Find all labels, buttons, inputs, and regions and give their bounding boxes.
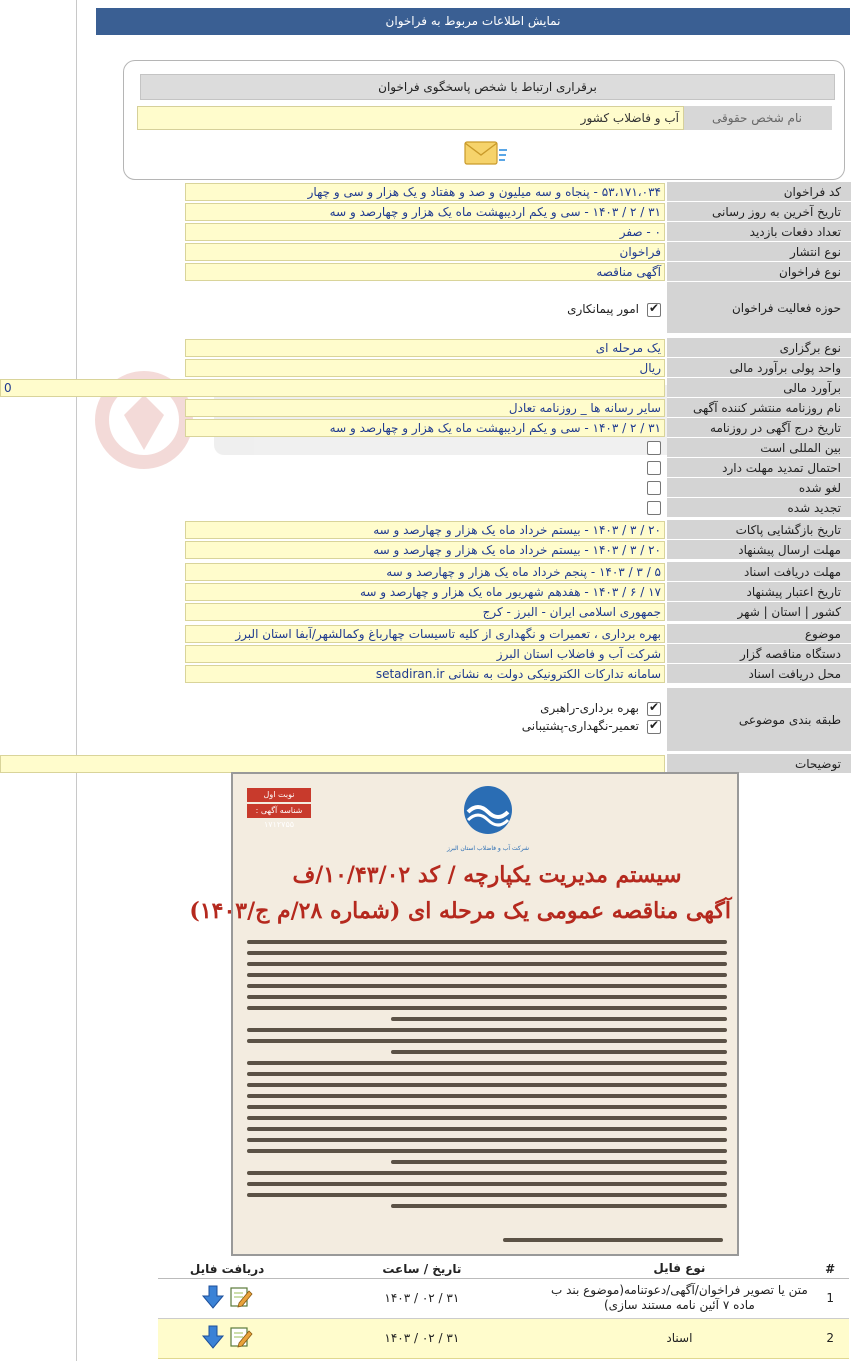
- publish-type-value: فراخوان: [185, 243, 665, 261]
- estimate-value: 0: [0, 379, 665, 397]
- submit-deadline-label: مهلت ارسال پیشنهاد: [667, 540, 851, 560]
- row-last-update: [76, 202, 851, 222]
- currency-label: واحد پولی برآورد مالی: [667, 358, 851, 378]
- organizer-value: شرکت آب و فاضلاب استان البرز: [185, 645, 665, 663]
- row-subject: [76, 624, 851, 644]
- row-extension: [76, 458, 851, 478]
- newspaper-label: نام روزنامه منتشر کننده آگهی: [667, 398, 851, 418]
- call-type-value: آگهی مناقصه: [185, 263, 665, 281]
- row-submit-deadline: [76, 540, 851, 560]
- row-location: [76, 602, 851, 622]
- last-update-label: تاریخ آخرین به روز رسانی: [667, 202, 851, 222]
- contact-title: برقراری ارتباط با شخص پاسخگوی فراخوان: [140, 74, 835, 100]
- renewed-label: تجدید شده: [667, 498, 851, 518]
- download-arrow-icon[interactable]: [201, 1324, 225, 1353]
- edit-pencil-icon[interactable]: [229, 1325, 253, 1352]
- notice-round-badge: نوبت اول: [247, 788, 311, 802]
- location-label: کشور | استان | شهر: [667, 602, 851, 622]
- validity-value: ۱۷ / ۶ / ۱۴۰۳ - هفدهم شهریور ماه یک هزار و چهارصد و سه: [185, 583, 665, 601]
- col-download: دریافت فایل: [158, 1260, 296, 1278]
- legal-person-value: آب و فاضلاب کشور: [137, 106, 684, 130]
- notice-body-text: [247, 940, 727, 1215]
- validity-label: تاریخ اعتبار پیشنهاد: [667, 582, 851, 602]
- notice-title-line1: سیستم مدیریت یکپارچه / کد ۱۰/۴۳/۰۲/ف: [292, 862, 682, 888]
- location-value: جمهوری اسلامی ایران - البرز - کرج: [185, 603, 665, 621]
- organizer-label: دستگاه مناقصه گزار: [667, 644, 851, 664]
- row-news-date: [76, 418, 851, 438]
- subject-label: موضوع: [667, 624, 851, 644]
- contact-panel: [123, 60, 845, 180]
- row-newspaper: [76, 398, 851, 418]
- holding-value: یک مرحله ای: [185, 339, 665, 357]
- logo-caption: شرکت آب و فاضلاب استان البرز: [446, 845, 530, 852]
- doc-deadline-value: ۵ / ۳ / ۱۴۰۳ - پنجم خرداد ماه یک هزار و چهارصد و سه: [185, 563, 665, 581]
- opening-value: ۲۰ / ۳ / ۱۴۰۳ - بیستم خرداد ماه یک هزار و چهارصد و سه: [185, 521, 665, 539]
- row-visits: [76, 222, 851, 242]
- publish-type-label: نوع انتشار: [667, 242, 851, 262]
- activity-checkbox[interactable]: [647, 303, 661, 317]
- doc-place-value: سامانه تدارکات الکترونیکی دولت به نشانی setadiran.ir: [185, 665, 665, 683]
- category-checkbox-maintenance[interactable]: [647, 720, 661, 734]
- code-value: ۵۳،۱۷۱،۰۳۴ - پنجاه و سه میلیون و صد و هفتاد و یک هزار و سی و چهار: [185, 183, 665, 201]
- opening-label: تاریخ بازگشایی پاکات: [667, 520, 851, 540]
- description-value: [0, 755, 665, 773]
- edit-pencil-icon[interactable]: [229, 1285, 253, 1312]
- tender-notice-image: [189, 772, 739, 1256]
- file-download-cell: [158, 1318, 296, 1358]
- row-holding: [76, 338, 851, 358]
- currency-value: ریال: [185, 359, 665, 377]
- subject-value: بهره برداری ، تعمیرات و نگهداری از کلیه تاسیسات چهارباغ وکمالشهر/آبفا استان البرز: [185, 625, 665, 643]
- col-date: تاریخ / ساعت: [296, 1260, 547, 1278]
- notice-id-badge: شناسه آگهی : ۱۷۱۲۷۵۵: [247, 804, 311, 818]
- row-description: [76, 754, 851, 774]
- row-organizer: [76, 644, 851, 664]
- international-checkbox[interactable]: [647, 441, 661, 455]
- holding-label: نوع برگزاری: [667, 338, 851, 358]
- file-date: ۱۴۰۳ / ۰۲ / ۳۱: [296, 1318, 547, 1358]
- cancelled-checkbox[interactable]: [647, 481, 661, 495]
- row-call-type: [76, 262, 851, 282]
- download-arrow-icon[interactable]: [201, 1284, 225, 1313]
- files-table-header: [158, 1260, 849, 1278]
- col-num: #: [811, 1260, 849, 1278]
- doc-place-label: محل دریافت اسناد: [667, 664, 851, 684]
- news-date-value: ۳۱ / ۲ / ۱۴۰۳ - سی و یکم اردیبهشت ماه یک هزار و چهارصد و سه: [185, 419, 665, 437]
- notice-title-line2: آگهی مناقصه عمومی یک مرحله ای (شماره ۲۸/م ج/۱۴۰۳): [189, 898, 731, 924]
- row-validity: [76, 582, 851, 602]
- category-option-operation: بهره برداری-راهبری: [540, 701, 639, 715]
- files-table: [158, 1260, 849, 1359]
- row-publish-type: [76, 242, 851, 262]
- file-num: 1: [811, 1278, 849, 1318]
- table-row: [158, 1278, 849, 1318]
- visits-value: ۰ - صفر: [185, 223, 665, 241]
- extension-label: احتمال تمدید مهلت دارد: [667, 458, 851, 478]
- row-category: [76, 688, 851, 752]
- row-doc-place: [76, 664, 851, 684]
- col-type: نوع فایل: [547, 1260, 811, 1278]
- call-type-label: نوع فراخوان: [667, 262, 851, 282]
- news-date-label: تاریخ درج آگهی در روزنامه: [667, 418, 851, 438]
- file-download-cell: [158, 1278, 296, 1318]
- submit-deadline-value: ۲۰ / ۳ / ۱۴۰۳ - بیستم خرداد ماه یک هزار و چهارصد و سه: [185, 541, 665, 559]
- cancelled-label: لغو شده: [667, 478, 851, 498]
- renewed-checkbox[interactable]: [647, 501, 661, 515]
- activity-option: امور پیمانکاری: [567, 302, 639, 316]
- newspaper-value: سایر رسانه ها _ روزنامه تعادل: [185, 399, 665, 417]
- row-code: [76, 182, 851, 202]
- page-title: نمایش اطلاعات مربوط به فراخوان: [96, 8, 850, 35]
- row-estimate: [4, 378, 851, 398]
- activity-label: حوزه فعالیت فراخوان: [667, 282, 851, 334]
- international-label: بین المللی است: [667, 438, 851, 458]
- row-activity: [76, 282, 851, 334]
- row-renewed: [76, 498, 851, 518]
- row-doc-deadline: [76, 562, 851, 582]
- last-update-value: ۳۱ / ۲ / ۱۴۰۳ - سی و یکم اردیبهشت ماه یک هزار و چهارصد و سه: [185, 203, 665, 221]
- row-cancelled: [76, 478, 851, 498]
- estimate-label: برآورد مالی: [667, 378, 851, 398]
- visits-label: تعداد دفعات بازدید: [667, 222, 851, 242]
- category-checkbox-operation[interactable]: [647, 702, 661, 716]
- file-date: ۱۴۰۳ / ۰۲ / ۳۱: [296, 1278, 547, 1318]
- file-type: اسناد: [547, 1318, 811, 1358]
- row-international: [76, 438, 851, 458]
- file-type: متن یا تصویر فراخوان/آگهی/دعوتنامه(موضوع بند ب ماده ۷ آئین نامه مستند سازی): [547, 1278, 811, 1318]
- notice-signature-line: [503, 1238, 723, 1242]
- water-company-logo: [443, 782, 533, 860]
- doc-deadline-label: مهلت دریافت اسناد: [667, 562, 851, 582]
- row-currency: [76, 358, 851, 378]
- envelope-icon[interactable]: [461, 136, 509, 172]
- table-row: [158, 1318, 849, 1358]
- file-num: 2: [811, 1318, 849, 1358]
- category-option-maintenance: تعمیر-نگهداری-پشتیبانی: [521, 719, 639, 733]
- code-label: کد فراخوان: [667, 182, 851, 202]
- extension-checkbox[interactable]: [647, 461, 661, 475]
- legal-person-label: نام شخص حقوقی: [682, 106, 832, 130]
- category-label: طبقه بندی موضوعی: [667, 688, 851, 752]
- row-opening: [76, 520, 851, 540]
- description-label: توضیحات: [667, 754, 851, 774]
